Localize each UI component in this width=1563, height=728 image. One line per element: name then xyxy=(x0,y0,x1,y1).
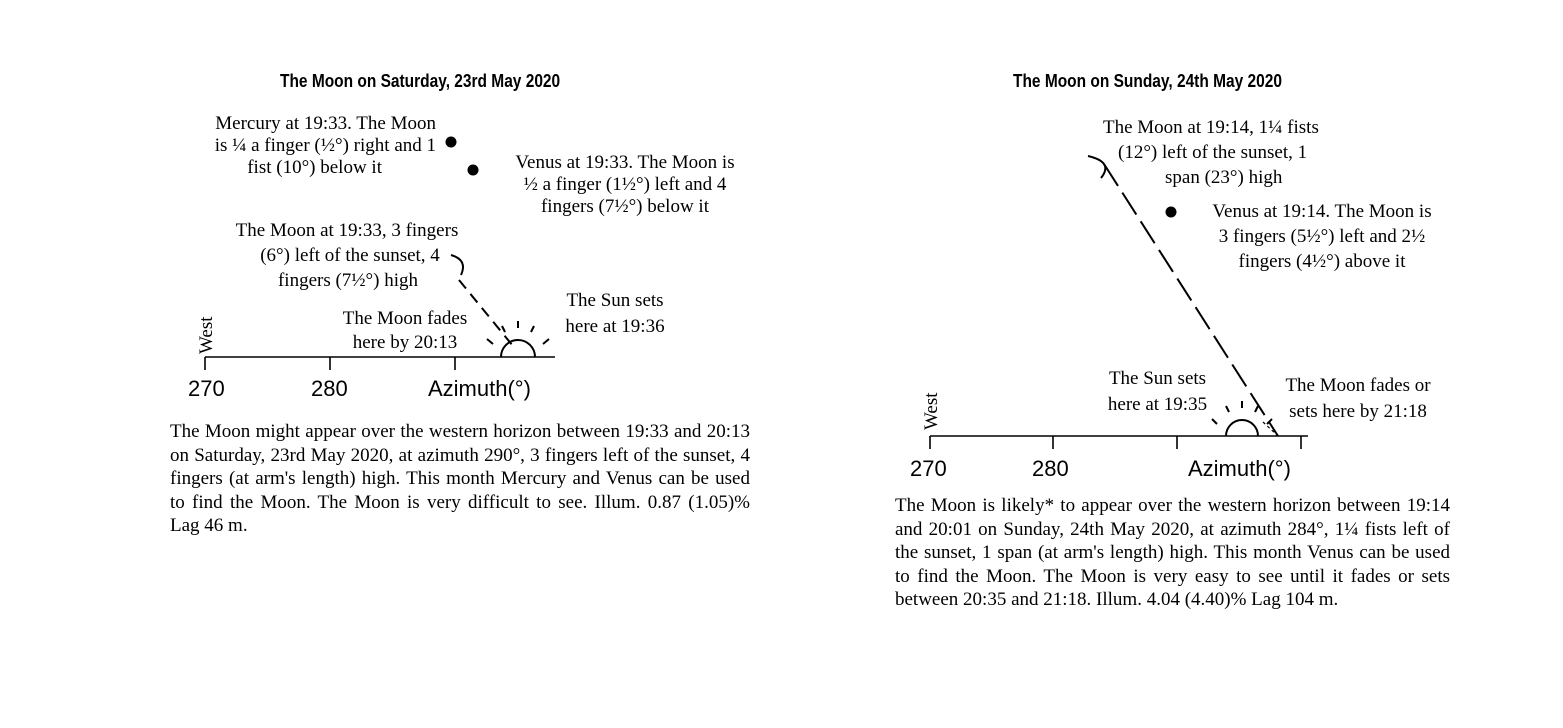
label-line: fingers (7½°) high xyxy=(277,270,419,291)
label-line: (6°) left of the sunset, 4 xyxy=(260,245,440,266)
label-line: The Moon at 19:14, 1¼ fists xyxy=(1103,117,1319,138)
label-line: The Moon fades or xyxy=(1285,375,1431,396)
label-line: is ¼ a finger (½°) right and 1 xyxy=(214,135,436,156)
right-sun-ray xyxy=(1212,419,1217,424)
left-west-label: West xyxy=(196,316,217,354)
left-mercury-dot xyxy=(446,137,457,148)
right-venus-label xyxy=(1177,201,1467,273)
left-sun-icon xyxy=(501,340,535,357)
label-line: Venus at 19:33. The Moon is xyxy=(515,152,735,173)
label-line: here at 19:35 xyxy=(1107,394,1208,415)
right-axis-label: Azimuth(°) xyxy=(1188,456,1291,481)
right-tick-label-280: 280 xyxy=(1032,456,1069,481)
label-line: sets here by 21:18 xyxy=(1289,401,1427,422)
label-line: span (23°) high xyxy=(1165,167,1283,188)
left-sky-diagram xyxy=(0,0,780,728)
left-fade-label xyxy=(320,308,490,354)
left-moon-label xyxy=(200,220,494,292)
label-line: ½ a finger (1½°) left and 4 xyxy=(523,174,727,195)
right-description: The Moon is likely* to appear over the western horizon between 19:14 and 20:01 on Sunday, 24th May 2020, at azimuth 284°, 1¼ fists left of the sunset, 1 span (at arm's length) high. This month Venus can be used to find the Moon. The Moon is very easy to see until it fades or sets between 20:35 and 21:18. Illum. 4.04 (4.40)% Lag 104 m. xyxy=(895,495,1450,610)
left-axis-label: Azimuth(°) xyxy=(428,376,531,401)
left-venus-label xyxy=(480,152,770,218)
label-line: (12°) left of the sunset, 1 xyxy=(1118,142,1308,163)
right-fade-label xyxy=(1258,375,1458,423)
right-tick-label-270: 270 xyxy=(910,456,947,481)
right-moon-label xyxy=(1103,117,1319,189)
right-sun-label xyxy=(1085,368,1230,416)
right-title: The Moon on Sunday, 24th May 2020 xyxy=(1013,71,1282,91)
label-line: fingers (7½°) below it xyxy=(540,196,709,217)
label-line: The Moon at 19:33, 3 fingers xyxy=(235,220,459,241)
label-line: The Sun sets xyxy=(566,290,664,311)
label-line: Venus at 19:14. The Moon is xyxy=(1212,201,1432,222)
label-line: here by 20:13 xyxy=(352,332,458,353)
left-diagram-panel xyxy=(0,0,780,728)
label-line: The Moon fades xyxy=(342,308,468,329)
right-west-label: West xyxy=(921,392,942,430)
left-tick-label-280: 280 xyxy=(311,376,348,401)
right-venus-dot xyxy=(1166,207,1177,218)
right-sun-icon xyxy=(1226,420,1258,436)
left-title: The Moon on Saturday, 23rd May 2020 xyxy=(280,71,561,91)
label-line: The Sun sets xyxy=(1108,368,1207,389)
left-mercury-label xyxy=(150,113,436,179)
left-sun-ray xyxy=(543,339,549,344)
label-line: Mercury at 19:33. The Moon xyxy=(215,113,436,134)
right-diagram-panel xyxy=(780,0,1563,728)
label-line: here at 19:36 xyxy=(565,316,665,337)
left-venus-dot xyxy=(468,165,479,176)
left-sun-ray xyxy=(531,326,534,332)
left-tick-label-270: 270 xyxy=(188,376,225,401)
right-sky-diagram xyxy=(780,0,1563,728)
left-sun-label xyxy=(540,290,690,338)
label-line: fist (10°) below it xyxy=(247,157,382,178)
label-line: 3 fingers (5½°) left and 2½ xyxy=(1218,226,1426,247)
left-description: The Moon might appear over the western horizon between 19:33 and 20:13 on Saturday, 23rd May 2020, at azimuth 290°, 3 fingers left of the sunset, 4 fingers (at arm's length) high. This month Mercury and Venus can be used to find the Moon. The Moon is very difficult to see. Illum. 0.87 (1.05)% Lag 46 m. xyxy=(170,421,750,536)
label-line: fingers (4½°) above it xyxy=(1238,251,1406,272)
left-sun-ray xyxy=(502,326,505,332)
